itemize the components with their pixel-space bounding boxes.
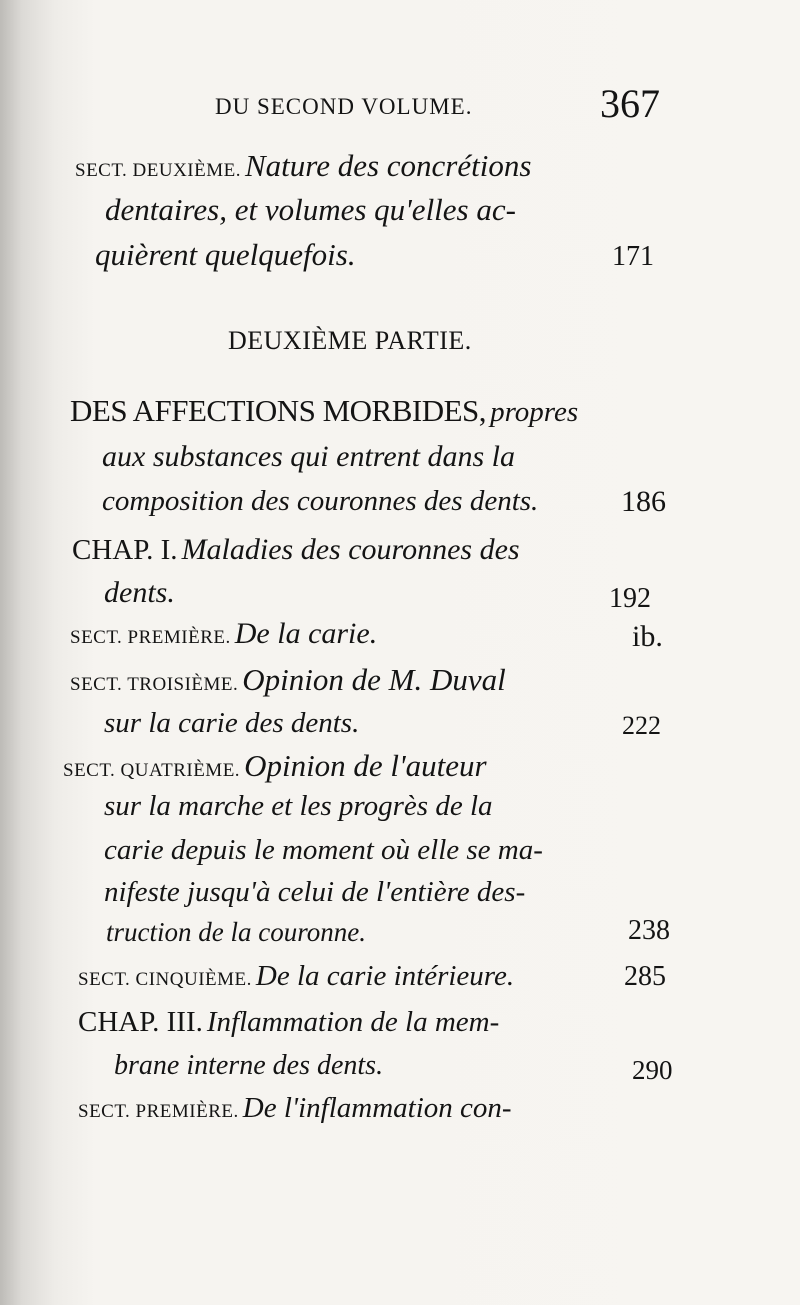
entry-title-line: propres [490, 396, 579, 428]
entry-label: CHAP. III. [78, 1006, 203, 1038]
entry-label: DES AFFECTIONS MORBIDES, [70, 393, 487, 428]
entry-title-line: De la carie. [234, 617, 378, 650]
entry-title-line: nifeste jusqu'à celui de l'entière des- [104, 876, 526, 908]
toc-entry-sect-premiere [70, 617, 377, 651]
entry-page-number: 186 [621, 485, 666, 518]
toc-entry-sect-troisieme [70, 662, 506, 698]
entry-title-line: Opinion de M. Duval [242, 662, 506, 697]
entry-page-number: ib. [632, 620, 663, 653]
entry-title-line: sur la marche et les progrès de la [104, 790, 493, 822]
entry-label: SECT. QUATRIÈME. [63, 760, 241, 781]
entry-title-line: De l'inflammation con- [242, 1092, 512, 1124]
entry-label: SECT. PREMIÈRE. [70, 627, 231, 648]
entry-title-line: De la carie intérieure. [255, 960, 515, 992]
toc-entry-sect-quatrieme [63, 748, 487, 784]
entry-title-line: aux substances qui entrent dans la [102, 440, 516, 473]
entry-title-line: Opinion de l'auteur [244, 748, 487, 783]
toc-entry-chap-iii [78, 1006, 499, 1039]
entry-title-line: sur la carie des dents. [104, 707, 360, 739]
entry-label: CHAP. I. [72, 534, 178, 566]
entry-title-line: quièrent quelquefois. [95, 237, 356, 272]
entry-label: SECT. CINQUIÈME. [78, 969, 252, 990]
entry-title-line: brane interne des dents. [114, 1050, 384, 1081]
toc-entry-sect-premiere-inflammation [78, 1092, 512, 1125]
entry-title-line: dentaires, et volumes qu'elles ac- [105, 192, 516, 227]
entry-page-number: 290 [632, 1055, 673, 1085]
entry-title-line: Nature des concrétions [245, 148, 532, 183]
page-number: 367 [600, 81, 660, 126]
entry-label: SECT. DEUXIÈME. [75, 160, 241, 181]
entry-label: SECT. TROISIÈME. [70, 674, 239, 695]
entry-page-number: 192 [609, 583, 651, 614]
entry-title-line: truction de la couronne. [106, 917, 366, 947]
running-title: DU SECOND VOLUME. [215, 94, 473, 119]
entry-page-number: 285 [624, 961, 666, 992]
toc-entry-affections-morbides [70, 393, 578, 429]
toc-entry-chap-i [72, 533, 520, 567]
entry-page-number: 222 [622, 711, 661, 740]
entry-title-line: carie depuis le moment où elle se ma- [104, 834, 543, 866]
entry-title-line: dents. [104, 576, 175, 609]
entry-page-number: 171 [612, 241, 654, 272]
entry-page-number: 238 [628, 915, 670, 946]
entry-label: SECT. PREMIÈRE. [78, 1101, 239, 1122]
toc-entry-sect-deuxieme [75, 148, 531, 184]
toc-entry-sect-cinquieme [78, 960, 514, 993]
entry-title-line: Inflammation de la mem- [206, 1006, 500, 1038]
entry-title-line: Maladies des couronnes des [181, 533, 520, 566]
entry-title-line: composition des couronnes des dents. [102, 485, 539, 517]
part-heading: DEUXIÈME PARTIE. [228, 326, 472, 355]
